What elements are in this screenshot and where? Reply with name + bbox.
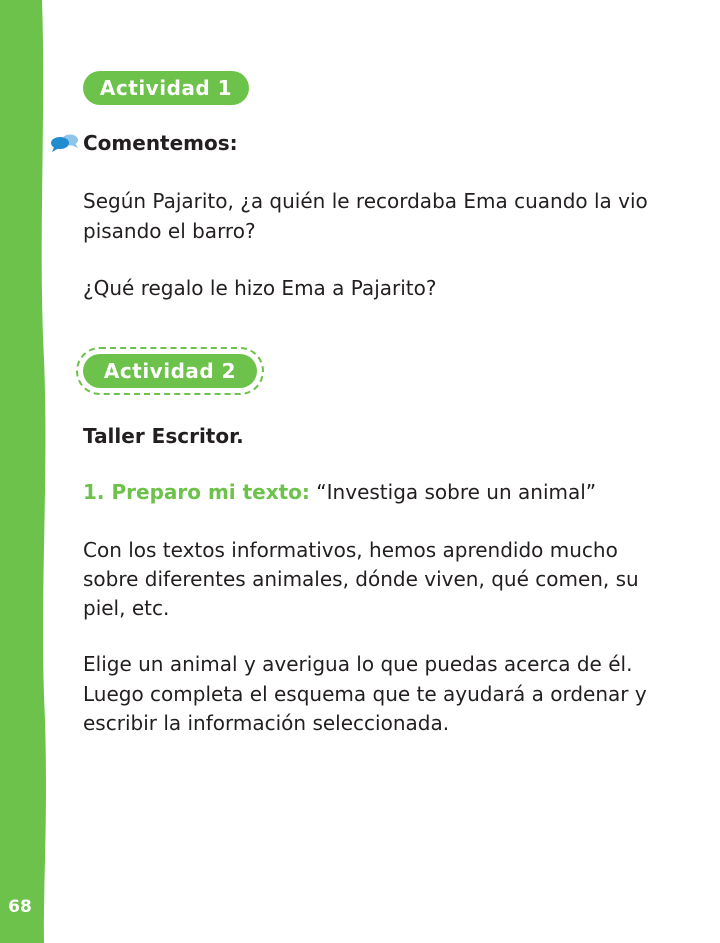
step-1-title: “Investiga sobre un animal” (316, 480, 597, 504)
page-side-band (0, 0, 48, 943)
paragraph-1-line-3: piel, etc. (83, 596, 170, 620)
page-number: 68 (8, 897, 32, 917)
workshop-heading: Taller Escritor. (83, 424, 244, 448)
activity-2-badge: Actividad 2 (83, 354, 257, 388)
paragraph-1-line-2: sobre diferentes animales, dónde viven, qué comen, su (83, 567, 639, 591)
paragraph-1-line-1: Con los textos informativos, hemos aprendido mucho (83, 538, 618, 562)
question-2: ¿Qué regalo le hizo Ema a Pajarito? (83, 276, 437, 300)
paragraph-2-line-3: escribir la información seleccionada. (83, 711, 450, 735)
activity-1-badge: Actividad 1 (83, 71, 249, 105)
discussion-heading: Comentemos: (83, 131, 238, 155)
step-1-label: 1. Preparo mi texto: (83, 480, 310, 504)
speech-bubbles-icon (50, 133, 80, 153)
step-1 (83, 477, 596, 507)
question-1-line-1: Según Pajarito, ¿a quién le recordaba Ema cuando la vio (83, 189, 648, 213)
question-1-line-2: pisando el barro? (83, 219, 256, 243)
paragraph-2-line-2: Luego completa el esquema que te ayudará a ordenar y (83, 682, 647, 706)
paragraph-2-line-1: Elige un animal y averigua lo que puedas acerca de él. (83, 652, 633, 676)
